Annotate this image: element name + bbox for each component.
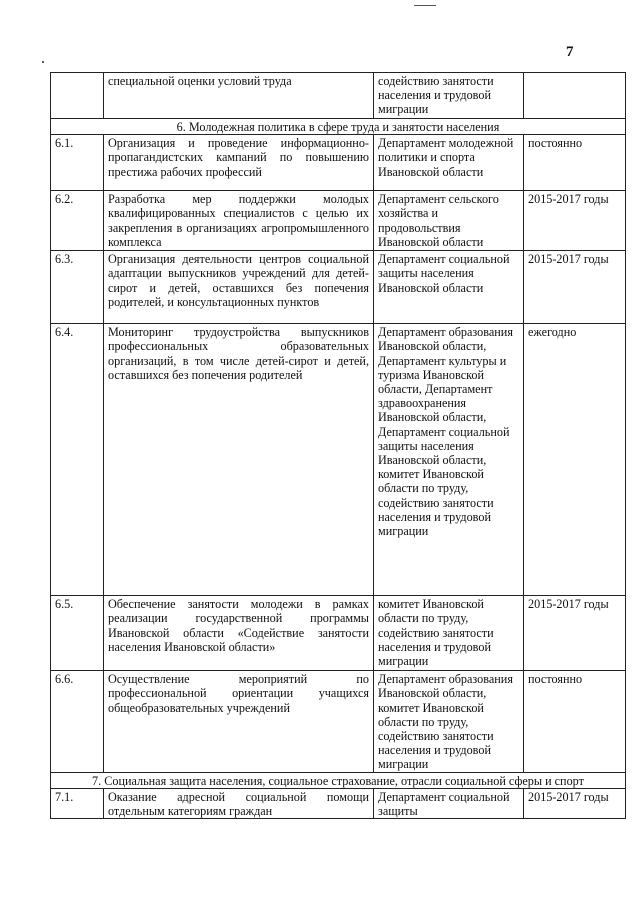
deadline: 2015-2017 годы bbox=[524, 191, 626, 251]
responsible-executor: Департамент сельского хозяйства и продовольствия Ивановской области bbox=[374, 191, 524, 251]
responsible-executor: содействию занятости населения и трудовой миграции bbox=[374, 73, 524, 119]
item-number bbox=[51, 73, 104, 119]
table-row bbox=[51, 324, 626, 596]
deadline: 2015-2017 годы bbox=[524, 788, 626, 818]
table-row bbox=[51, 73, 626, 119]
responsible-executor: Департамент образования Ивановской области, комитет Ивановской области по труду, содействию занятости населения и трудовой миграции bbox=[374, 671, 524, 772]
page-number: 7 bbox=[566, 44, 574, 60]
scan-mark bbox=[42, 61, 44, 63]
measure-description: Организация и проведение информационно-пропагандистских кампаний по повышению престижа рабочих профессий bbox=[104, 135, 374, 191]
measure-description: Разработка мер поддержки молодых квалифицированных специалистов с целью их закрепления в организациях агропромышленного комплекса bbox=[104, 191, 374, 251]
scan-mark bbox=[414, 5, 436, 6]
deadline: 2015-2017 годы bbox=[524, 596, 626, 671]
measure-description: Обеспечение занятости молодежи в рамках реализации государственной программы Ивановской области «Содействие занятости населения Ивановской области» bbox=[104, 596, 374, 671]
responsible-executor: Департамент образования Ивановской области, Департамент культуры и туризма Ивановской области, Департамент здравоохранения Ивановской области, Департамент социальной защиты населения Ивановской области, комитет Ивановской области по труду, содействию занятости населения и трудовой миграции bbox=[374, 324, 524, 596]
measures-table bbox=[50, 72, 626, 819]
table-row bbox=[51, 135, 626, 191]
table-row bbox=[51, 251, 626, 324]
table-row bbox=[51, 671, 626, 772]
deadline: постоянно bbox=[524, 671, 626, 772]
measure-description: Мониторинг трудоустройства выпускников профессиональных образовательных организаций, в том числе детей-сирот и детей, оставшихся без попечения родителей bbox=[104, 324, 374, 596]
responsible-executor: комитет Ивановской области по труду, содействию занятости населения и трудовой миграции bbox=[374, 596, 524, 671]
item-number: 6.5. bbox=[51, 596, 104, 671]
item-number: 6.3. bbox=[51, 251, 104, 324]
section-header-row bbox=[51, 119, 626, 135]
deadline: постоянно bbox=[524, 135, 626, 191]
responsible-executor: Департамент молодежной политики и спорта Ивановской области bbox=[374, 135, 524, 191]
deadline: 2015-2017 годы bbox=[524, 251, 626, 324]
item-number: 6.6. bbox=[51, 671, 104, 772]
item-number: 6.4. bbox=[51, 324, 104, 596]
deadline: ежегодно bbox=[524, 324, 626, 596]
measure-description: Оказание адресной социальной помощи отдельным категориям граждан bbox=[104, 788, 374, 818]
item-number: 6.1. bbox=[51, 135, 104, 191]
section-header-row bbox=[51, 772, 626, 788]
item-number: 6.2. bbox=[51, 191, 104, 251]
measure-description: Организация деятельности центров социальной адаптации выпускников учреждений для детей-сирот и детей, оставшихся без попечения родителей, и консультационных пунктов bbox=[104, 251, 374, 324]
item-number: 7.1. bbox=[51, 788, 104, 818]
table-row bbox=[51, 788, 626, 818]
table-row bbox=[51, 191, 626, 251]
deadline bbox=[524, 73, 626, 119]
section-title: 7. Социальная защита населения, социальное страхование, отрасли социальной сферы и спорт bbox=[51, 772, 626, 788]
responsible-executor: Департамент социальной защиты населения Ивановской области bbox=[374, 251, 524, 324]
table-row bbox=[51, 596, 626, 671]
section-title: 6. Молодежная политика в сфере труда и занятости населения bbox=[51, 119, 626, 135]
measure-description: специальной оценки условий труда bbox=[104, 73, 374, 119]
responsible-executor: Департамент социальной защиты bbox=[374, 788, 524, 818]
measure-description: Осуществление мероприятий по профессиональной ориентации учащихся общеобразовательных учреждений bbox=[104, 671, 374, 772]
